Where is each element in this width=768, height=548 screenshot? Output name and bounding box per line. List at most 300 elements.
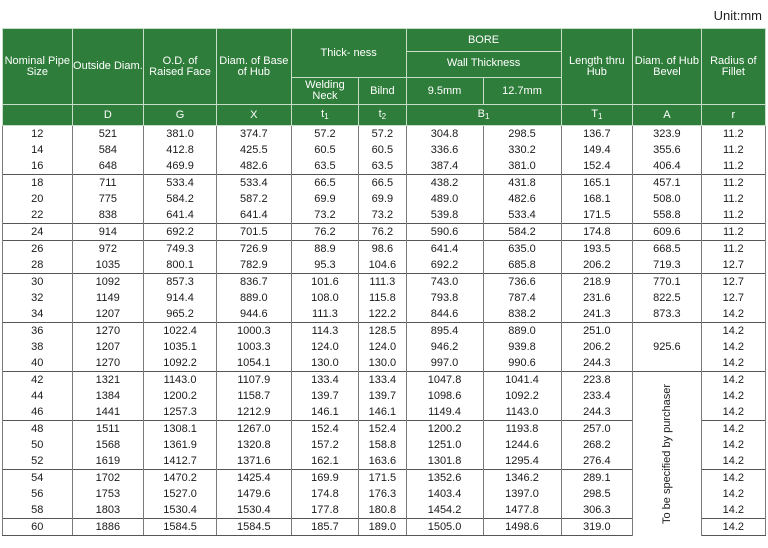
cell-radius: 14.2 bbox=[701, 470, 765, 487]
cell-hub-bevel: 355.6 bbox=[633, 142, 701, 158]
cell-nominal: 44 bbox=[3, 388, 73, 404]
cell-radius: 14.2 bbox=[701, 388, 765, 404]
cell-length: 152.4 bbox=[561, 158, 633, 175]
cell-hub-bevel: 558.8 bbox=[633, 207, 701, 224]
cell-nominal: 36 bbox=[3, 323, 73, 340]
cell-nominal: 12 bbox=[3, 126, 73, 143]
cell-hub-bevel: 873.3 bbox=[633, 306, 701, 323]
cell-bore-95: 692.2 bbox=[406, 257, 483, 274]
cell-bore-127: 381.0 bbox=[483, 158, 561, 175]
cell-od-raised: 469.9 bbox=[144, 158, 217, 175]
cell-length: 218.9 bbox=[561, 274, 633, 291]
cell-hub-bevel: 457.1 bbox=[633, 175, 701, 192]
cell-bore-95: 1047.8 bbox=[406, 372, 483, 389]
cell-blind: 104.6 bbox=[359, 257, 406, 274]
header-symbol-blank bbox=[3, 105, 73, 126]
cell-bore-127: 889.0 bbox=[483, 323, 561, 340]
cell-od-raised: 857.3 bbox=[144, 274, 217, 291]
cell-bore-95: 1505.0 bbox=[406, 519, 483, 536]
cell-od-raised: 1092.2 bbox=[144, 355, 217, 372]
cell-bore-127: 685.8 bbox=[483, 257, 561, 274]
cell-bore-127: 533.4 bbox=[483, 207, 561, 224]
cell-diam-base: 944.6 bbox=[216, 306, 291, 323]
cell-hub-bevel: 323.9 bbox=[633, 126, 701, 143]
cell-radius: 14.2 bbox=[701, 372, 765, 389]
cell-radius: 14.2 bbox=[701, 323, 765, 340]
cell-blind: 98.6 bbox=[359, 241, 406, 258]
cell-outside: 1886 bbox=[72, 519, 144, 536]
cell-bore-95: 946.2 bbox=[406, 339, 483, 355]
cell-diam-base: 701.5 bbox=[216, 224, 291, 241]
cell-welding-neck: 57.2 bbox=[291, 126, 358, 143]
cell-length: 165.1 bbox=[561, 175, 633, 192]
cell-blind: 115.8 bbox=[359, 290, 406, 306]
cell-bore-127: 1092.2 bbox=[483, 388, 561, 404]
cell-nominal: 18 bbox=[3, 175, 73, 192]
cell-blind: 176.3 bbox=[359, 486, 406, 502]
header-od-raised-face: O.D. of Raised Face bbox=[144, 29, 217, 105]
header-length-thru-hub: Length thru Hub bbox=[561, 29, 633, 105]
table-row bbox=[3, 372, 766, 389]
header-welding-neck: Welding Neck bbox=[291, 78, 358, 105]
cell-length: 298.5 bbox=[561, 486, 633, 502]
cell-bore-127: 482.6 bbox=[483, 191, 561, 207]
cell-bore-127: 1295.4 bbox=[483, 453, 561, 470]
cell-diam-base: 1054.1 bbox=[216, 355, 291, 372]
header-wt-95: 9.5mm bbox=[406, 78, 483, 105]
table-row bbox=[3, 207, 766, 224]
cell-bore-95: 793.8 bbox=[406, 290, 483, 306]
cell-blind: 124.0 bbox=[359, 339, 406, 355]
cell-outside: 1149 bbox=[72, 290, 144, 306]
cell-outside: 1702 bbox=[72, 470, 144, 487]
cell-od-raised: 1035.1 bbox=[144, 339, 217, 355]
cell-hub-bevel: 822.5 bbox=[633, 290, 701, 306]
cell-diam-base: 1479.6 bbox=[216, 486, 291, 502]
table-row bbox=[3, 142, 766, 158]
cell-welding-neck: 130.0 bbox=[291, 355, 358, 372]
cell-bore-95: 844.6 bbox=[406, 306, 483, 323]
cell-od-raised: 1530.4 bbox=[144, 502, 217, 519]
cell-bore-127: 1244.6 bbox=[483, 437, 561, 453]
symbol-t1hub-sub: 1 bbox=[597, 111, 603, 121]
cell-blind: 139.7 bbox=[359, 388, 406, 404]
cell-length: 306.3 bbox=[561, 502, 633, 519]
cell-blind: 133.4 bbox=[359, 372, 406, 389]
cell-length: 276.4 bbox=[561, 453, 633, 470]
cell-welding-neck: 185.7 bbox=[291, 519, 358, 536]
header-thickness: Thick- ness bbox=[291, 29, 406, 78]
cell-bore-95: 641.4 bbox=[406, 241, 483, 258]
cell-bore-127: 431.8 bbox=[483, 175, 561, 192]
cell-hub-bevel: 925.6 bbox=[633, 323, 701, 372]
header-diam-base-hub: Diam. of Base of Hub bbox=[216, 29, 291, 105]
cell-bore-95: 489.0 bbox=[406, 191, 483, 207]
cell-bore-95: 590.6 bbox=[406, 224, 483, 241]
cell-length: 289.1 bbox=[561, 470, 633, 487]
cell-bore-95: 1251.0 bbox=[406, 437, 483, 453]
cell-od-raised: 800.1 bbox=[144, 257, 217, 274]
cell-length: 193.5 bbox=[561, 241, 633, 258]
cell-bore-127: 736.6 bbox=[483, 274, 561, 291]
cell-nominal: 40 bbox=[3, 355, 73, 372]
cell-length: 168.1 bbox=[561, 191, 633, 207]
cell-radius: 12.7 bbox=[701, 257, 765, 274]
cell-welding-neck: 63.5 bbox=[291, 158, 358, 175]
cell-hub-bevel: 406.4 bbox=[633, 158, 701, 175]
table-row bbox=[3, 274, 766, 291]
cell-nominal: 52 bbox=[3, 453, 73, 470]
symbol-t2-sub: 2 bbox=[381, 111, 387, 121]
cell-length: 231.6 bbox=[561, 290, 633, 306]
cell-bore-127: 298.5 bbox=[483, 126, 561, 143]
header-symbol-t1-hub bbox=[561, 105, 633, 126]
table-row bbox=[3, 241, 766, 258]
cell-nominal: 22 bbox=[3, 207, 73, 224]
cell-length: 149.4 bbox=[561, 142, 633, 158]
cell-bore-127: 1477.8 bbox=[483, 502, 561, 519]
cell-bore-95: 997.0 bbox=[406, 355, 483, 372]
cell-bore-127: 1143.0 bbox=[483, 404, 561, 421]
cell-od-raised: 412.8 bbox=[144, 142, 217, 158]
header-bore-group bbox=[406, 29, 561, 78]
header-symbol-b1 bbox=[406, 105, 561, 126]
cell-outside: 1092 bbox=[72, 274, 144, 291]
cell-outside: 1511 bbox=[72, 421, 144, 438]
cell-od-raised: 965.2 bbox=[144, 306, 217, 323]
cell-outside: 711 bbox=[72, 175, 144, 192]
cell-blind: 73.2 bbox=[359, 207, 406, 224]
cell-radius: 14.2 bbox=[701, 486, 765, 502]
bevel-note-text: To be specified by purchaser bbox=[660, 383, 673, 524]
cell-nominal: 28 bbox=[3, 257, 73, 274]
cell-outside: 1441 bbox=[72, 404, 144, 421]
cell-bore-127: 787.4 bbox=[483, 290, 561, 306]
cell-radius: 14.2 bbox=[701, 421, 765, 438]
header-nominal-pipe-size: Nominal Pipe Size bbox=[3, 29, 73, 105]
header-symbol-d: D bbox=[72, 105, 144, 126]
cell-welding-neck: 169.9 bbox=[291, 470, 358, 487]
cell-radius: 14.2 bbox=[701, 519, 765, 536]
cell-bore-127: 1498.6 bbox=[483, 519, 561, 536]
cell-radius: 11.2 bbox=[701, 224, 765, 241]
table-body bbox=[3, 126, 766, 536]
cell-blind: 60.5 bbox=[359, 142, 406, 158]
symbol-t1-base: t bbox=[321, 107, 325, 120]
cell-hub-bevel-note bbox=[633, 372, 701, 536]
cell-bore-127: 838.2 bbox=[483, 306, 561, 323]
table-row bbox=[3, 175, 766, 192]
cell-diam-base: 1530.4 bbox=[216, 502, 291, 519]
cell-od-raised: 914.4 bbox=[144, 290, 217, 306]
cell-bore-95: 539.8 bbox=[406, 207, 483, 224]
cell-od-raised: 749.3 bbox=[144, 241, 217, 258]
cell-radius: 11.2 bbox=[701, 126, 765, 143]
cell-blind: 128.5 bbox=[359, 323, 406, 340]
cell-bore-95: 1098.6 bbox=[406, 388, 483, 404]
cell-length: 233.4 bbox=[561, 388, 633, 404]
cell-blind: 158.8 bbox=[359, 437, 406, 453]
cell-welding-neck: 139.7 bbox=[291, 388, 358, 404]
cell-bore-95: 1149.4 bbox=[406, 404, 483, 421]
unit-label: Unit:mm bbox=[713, 8, 762, 23]
table-row bbox=[3, 158, 766, 175]
cell-diam-base: 587.2 bbox=[216, 191, 291, 207]
cell-od-raised: 584.2 bbox=[144, 191, 217, 207]
cell-welding-neck: 101.6 bbox=[291, 274, 358, 291]
cell-diam-base: 1267.0 bbox=[216, 421, 291, 438]
cell-length: 268.2 bbox=[561, 437, 633, 453]
cell-od-raised: 1257.3 bbox=[144, 404, 217, 421]
cell-bore-127: 1193.8 bbox=[483, 421, 561, 438]
cell-outside: 1619 bbox=[72, 453, 144, 470]
cell-outside: 1753 bbox=[72, 486, 144, 502]
cell-length: 257.0 bbox=[561, 421, 633, 438]
cell-bore-95: 387.4 bbox=[406, 158, 483, 175]
header-diam-hub-bevel: Diam. of Hub Bevel bbox=[633, 29, 701, 105]
cell-diam-base: 1000.3 bbox=[216, 323, 291, 340]
symbol-t1-sub: 1 bbox=[324, 111, 329, 121]
cell-nominal: 26 bbox=[3, 241, 73, 258]
cell-blind: 57.2 bbox=[359, 126, 406, 143]
header-wall-thickness: Wall Thickness bbox=[407, 51, 561, 69]
cell-nominal: 60 bbox=[3, 519, 73, 536]
cell-radius: 14.2 bbox=[701, 453, 765, 470]
cell-nominal: 56 bbox=[3, 486, 73, 502]
cell-od-raised: 1308.1 bbox=[144, 421, 217, 438]
cell-diam-base: 1003.3 bbox=[216, 339, 291, 355]
cell-od-raised: 641.4 bbox=[144, 207, 217, 224]
cell-length: 319.0 bbox=[561, 519, 633, 536]
cell-blind: 163.6 bbox=[359, 453, 406, 470]
table-row bbox=[3, 257, 766, 274]
header-symbol-a: A bbox=[633, 105, 701, 126]
cell-nominal: 20 bbox=[3, 191, 73, 207]
cell-outside: 1321 bbox=[72, 372, 144, 389]
header-radius-fillet: Radius of Fillet bbox=[701, 29, 765, 105]
header-symbol-t1 bbox=[291, 105, 358, 126]
table-row bbox=[3, 126, 766, 143]
cell-nominal: 34 bbox=[3, 306, 73, 323]
cell-diam-base: 1425.4 bbox=[216, 470, 291, 487]
cell-radius: 12.7 bbox=[701, 290, 765, 306]
cell-bore-95: 438.2 bbox=[406, 175, 483, 192]
cell-length: 174.8 bbox=[561, 224, 633, 241]
cell-bore-127: 330.2 bbox=[483, 142, 561, 158]
symbol-b1-sub: 1 bbox=[484, 111, 490, 121]
cell-radius: 14.2 bbox=[701, 306, 765, 323]
cell-radius: 11.2 bbox=[701, 158, 765, 175]
cell-outside: 584 bbox=[72, 142, 144, 158]
cell-welding-neck: 95.3 bbox=[291, 257, 358, 274]
cell-nominal: 32 bbox=[3, 290, 73, 306]
table-row bbox=[3, 290, 766, 306]
cell-blind: 69.9 bbox=[359, 191, 406, 207]
cell-hub-bevel: 508.0 bbox=[633, 191, 701, 207]
cell-outside: 1568 bbox=[72, 437, 144, 453]
cell-outside: 1207 bbox=[72, 339, 144, 355]
cell-blind: 130.0 bbox=[359, 355, 406, 372]
cell-radius: 14.2 bbox=[701, 437, 765, 453]
cell-bore-127: 990.6 bbox=[483, 355, 561, 372]
cell-radius: 12.7 bbox=[701, 274, 765, 291]
cell-diam-base: 889.0 bbox=[216, 290, 291, 306]
cell-bore-95: 895.4 bbox=[406, 323, 483, 340]
cell-od-raised: 1200.2 bbox=[144, 388, 217, 404]
cell-nominal: 16 bbox=[3, 158, 73, 175]
cell-length: 136.7 bbox=[561, 126, 633, 143]
cell-welding-neck: 66.5 bbox=[291, 175, 358, 192]
cell-welding-neck: 114.3 bbox=[291, 323, 358, 340]
cell-nominal: 48 bbox=[3, 421, 73, 438]
cell-bore-95: 1454.2 bbox=[406, 502, 483, 519]
cell-welding-neck: 73.2 bbox=[291, 207, 358, 224]
header-symbol-r: r bbox=[701, 105, 765, 126]
cell-nominal: 58 bbox=[3, 502, 73, 519]
cell-welding-neck: 60.5 bbox=[291, 142, 358, 158]
cell-outside: 648 bbox=[72, 158, 144, 175]
cell-length: 244.3 bbox=[561, 404, 633, 421]
cell-blind: 171.5 bbox=[359, 470, 406, 487]
cell-bore-127: 939.8 bbox=[483, 339, 561, 355]
cell-od-raised: 1584.5 bbox=[144, 519, 217, 536]
cell-diam-base: 1212.9 bbox=[216, 404, 291, 421]
cell-bore-127: 1397.0 bbox=[483, 486, 561, 502]
cell-radius: 11.2 bbox=[701, 142, 765, 158]
cell-welding-neck: 162.1 bbox=[291, 453, 358, 470]
cell-outside: 1803 bbox=[72, 502, 144, 519]
cell-blind: 146.1 bbox=[359, 404, 406, 421]
symbol-t1hub-base: T bbox=[591, 107, 598, 120]
cell-bore-95: 336.6 bbox=[406, 142, 483, 158]
cell-outside: 838 bbox=[72, 207, 144, 224]
symbol-t2-base: t bbox=[378, 107, 382, 120]
cell-outside: 1270 bbox=[72, 355, 144, 372]
cell-welding-neck: 108.0 bbox=[291, 290, 358, 306]
header-symbol-g: G bbox=[144, 105, 217, 126]
cell-diam-base: 782.9 bbox=[216, 257, 291, 274]
cell-welding-neck: 76.2 bbox=[291, 224, 358, 241]
cell-bore-95: 1301.8 bbox=[406, 453, 483, 470]
cell-outside: 972 bbox=[72, 241, 144, 258]
cell-bore-95: 1200.2 bbox=[406, 421, 483, 438]
cell-hub-bevel: 668.5 bbox=[633, 241, 701, 258]
table-row bbox=[3, 191, 766, 207]
cell-od-raised: 1361.9 bbox=[144, 437, 217, 453]
cell-welding-neck: 177.8 bbox=[291, 502, 358, 519]
cell-blind: 189.0 bbox=[359, 519, 406, 536]
cell-bore-95: 1403.4 bbox=[406, 486, 483, 502]
cell-welding-neck: 88.9 bbox=[291, 241, 358, 258]
cell-nominal: 38 bbox=[3, 339, 73, 355]
cell-bore-95: 743.0 bbox=[406, 274, 483, 291]
header-blind: Bilnd bbox=[359, 78, 406, 105]
cell-welding-neck: 157.2 bbox=[291, 437, 358, 453]
cell-blind: 76.2 bbox=[359, 224, 406, 241]
cell-blind: 63.5 bbox=[359, 158, 406, 175]
cell-od-raised: 1470.2 bbox=[144, 470, 217, 487]
cell-od-raised: 1527.0 bbox=[144, 486, 217, 502]
header-bore: BORE bbox=[467, 34, 500, 46]
cell-radius: 11.2 bbox=[701, 241, 765, 258]
cell-outside: 1035 bbox=[72, 257, 144, 274]
cell-diam-base: 1107.9 bbox=[216, 372, 291, 389]
cell-diam-base: 1158.7 bbox=[216, 388, 291, 404]
cell-od-raised: 381.0 bbox=[144, 126, 217, 143]
cell-bore-127: 1346.2 bbox=[483, 470, 561, 487]
cell-bore-127: 635.0 bbox=[483, 241, 561, 258]
cell-radius: 14.2 bbox=[701, 355, 765, 372]
header-symbol-t2 bbox=[359, 105, 406, 126]
cell-nominal: 42 bbox=[3, 372, 73, 389]
cell-outside: 1384 bbox=[72, 388, 144, 404]
cell-hub-bevel: 719.3 bbox=[633, 257, 701, 274]
cell-outside: 521 bbox=[72, 126, 144, 143]
cell-nominal: 14 bbox=[3, 142, 73, 158]
cell-od-raised: 533.4 bbox=[144, 175, 217, 192]
cell-diam-base: 641.4 bbox=[216, 207, 291, 224]
cell-welding-neck: 69.9 bbox=[291, 191, 358, 207]
cell-blind: 66.5 bbox=[359, 175, 406, 192]
cell-diam-base: 726.9 bbox=[216, 241, 291, 258]
symbol-b1-base: B bbox=[477, 107, 485, 120]
cell-nominal: 46 bbox=[3, 404, 73, 421]
cell-length: 206.2 bbox=[561, 339, 633, 355]
cell-welding-neck: 124.0 bbox=[291, 339, 358, 355]
cell-length: 206.2 bbox=[561, 257, 633, 274]
cell-diam-base: 1371.6 bbox=[216, 453, 291, 470]
cell-welding-neck: 146.1 bbox=[291, 404, 358, 421]
cell-outside: 775 bbox=[72, 191, 144, 207]
cell-length: 251.0 bbox=[561, 323, 633, 340]
cell-radius: 14.2 bbox=[701, 339, 765, 355]
cell-nominal: 54 bbox=[3, 470, 73, 487]
cell-diam-base: 533.4 bbox=[216, 175, 291, 192]
table-row bbox=[3, 306, 766, 323]
cell-diam-base: 1584.5 bbox=[216, 519, 291, 536]
cell-diam-base: 1320.8 bbox=[216, 437, 291, 453]
table-row bbox=[3, 224, 766, 241]
cell-hub-bevel: 609.6 bbox=[633, 224, 701, 241]
cell-welding-neck: 133.4 bbox=[291, 372, 358, 389]
cell-diam-base: 836.7 bbox=[216, 274, 291, 291]
cell-nominal: 24 bbox=[3, 224, 73, 241]
cell-length: 223.8 bbox=[561, 372, 633, 389]
cell-outside: 914 bbox=[72, 224, 144, 241]
cell-blind: 122.2 bbox=[359, 306, 406, 323]
cell-radius: 11.2 bbox=[701, 175, 765, 192]
cell-bore-95: 304.8 bbox=[406, 126, 483, 143]
cell-hub-bevel: 770.1 bbox=[633, 274, 701, 291]
cell-welding-neck: 152.4 bbox=[291, 421, 358, 438]
cell-outside: 1270 bbox=[72, 323, 144, 340]
cell-radius: 11.2 bbox=[701, 191, 765, 207]
flange-dimensions-table bbox=[2, 28, 766, 536]
header-outside-diam: Outside Diam. bbox=[72, 29, 144, 105]
cell-nominal: 30 bbox=[3, 274, 73, 291]
cell-radius: 11.2 bbox=[701, 207, 765, 224]
cell-blind: 180.8 bbox=[359, 502, 406, 519]
header-symbol-x: X bbox=[216, 105, 291, 126]
cell-nominal: 50 bbox=[3, 437, 73, 453]
cell-outside: 1207 bbox=[72, 306, 144, 323]
cell-od-raised: 1022.4 bbox=[144, 323, 217, 340]
cell-diam-base: 425.5 bbox=[216, 142, 291, 158]
header-wt-127: 12.7mm bbox=[483, 78, 561, 105]
cell-bore-127: 584.2 bbox=[483, 224, 561, 241]
cell-welding-neck: 174.8 bbox=[291, 486, 358, 502]
cell-od-raised: 1412.7 bbox=[144, 453, 217, 470]
